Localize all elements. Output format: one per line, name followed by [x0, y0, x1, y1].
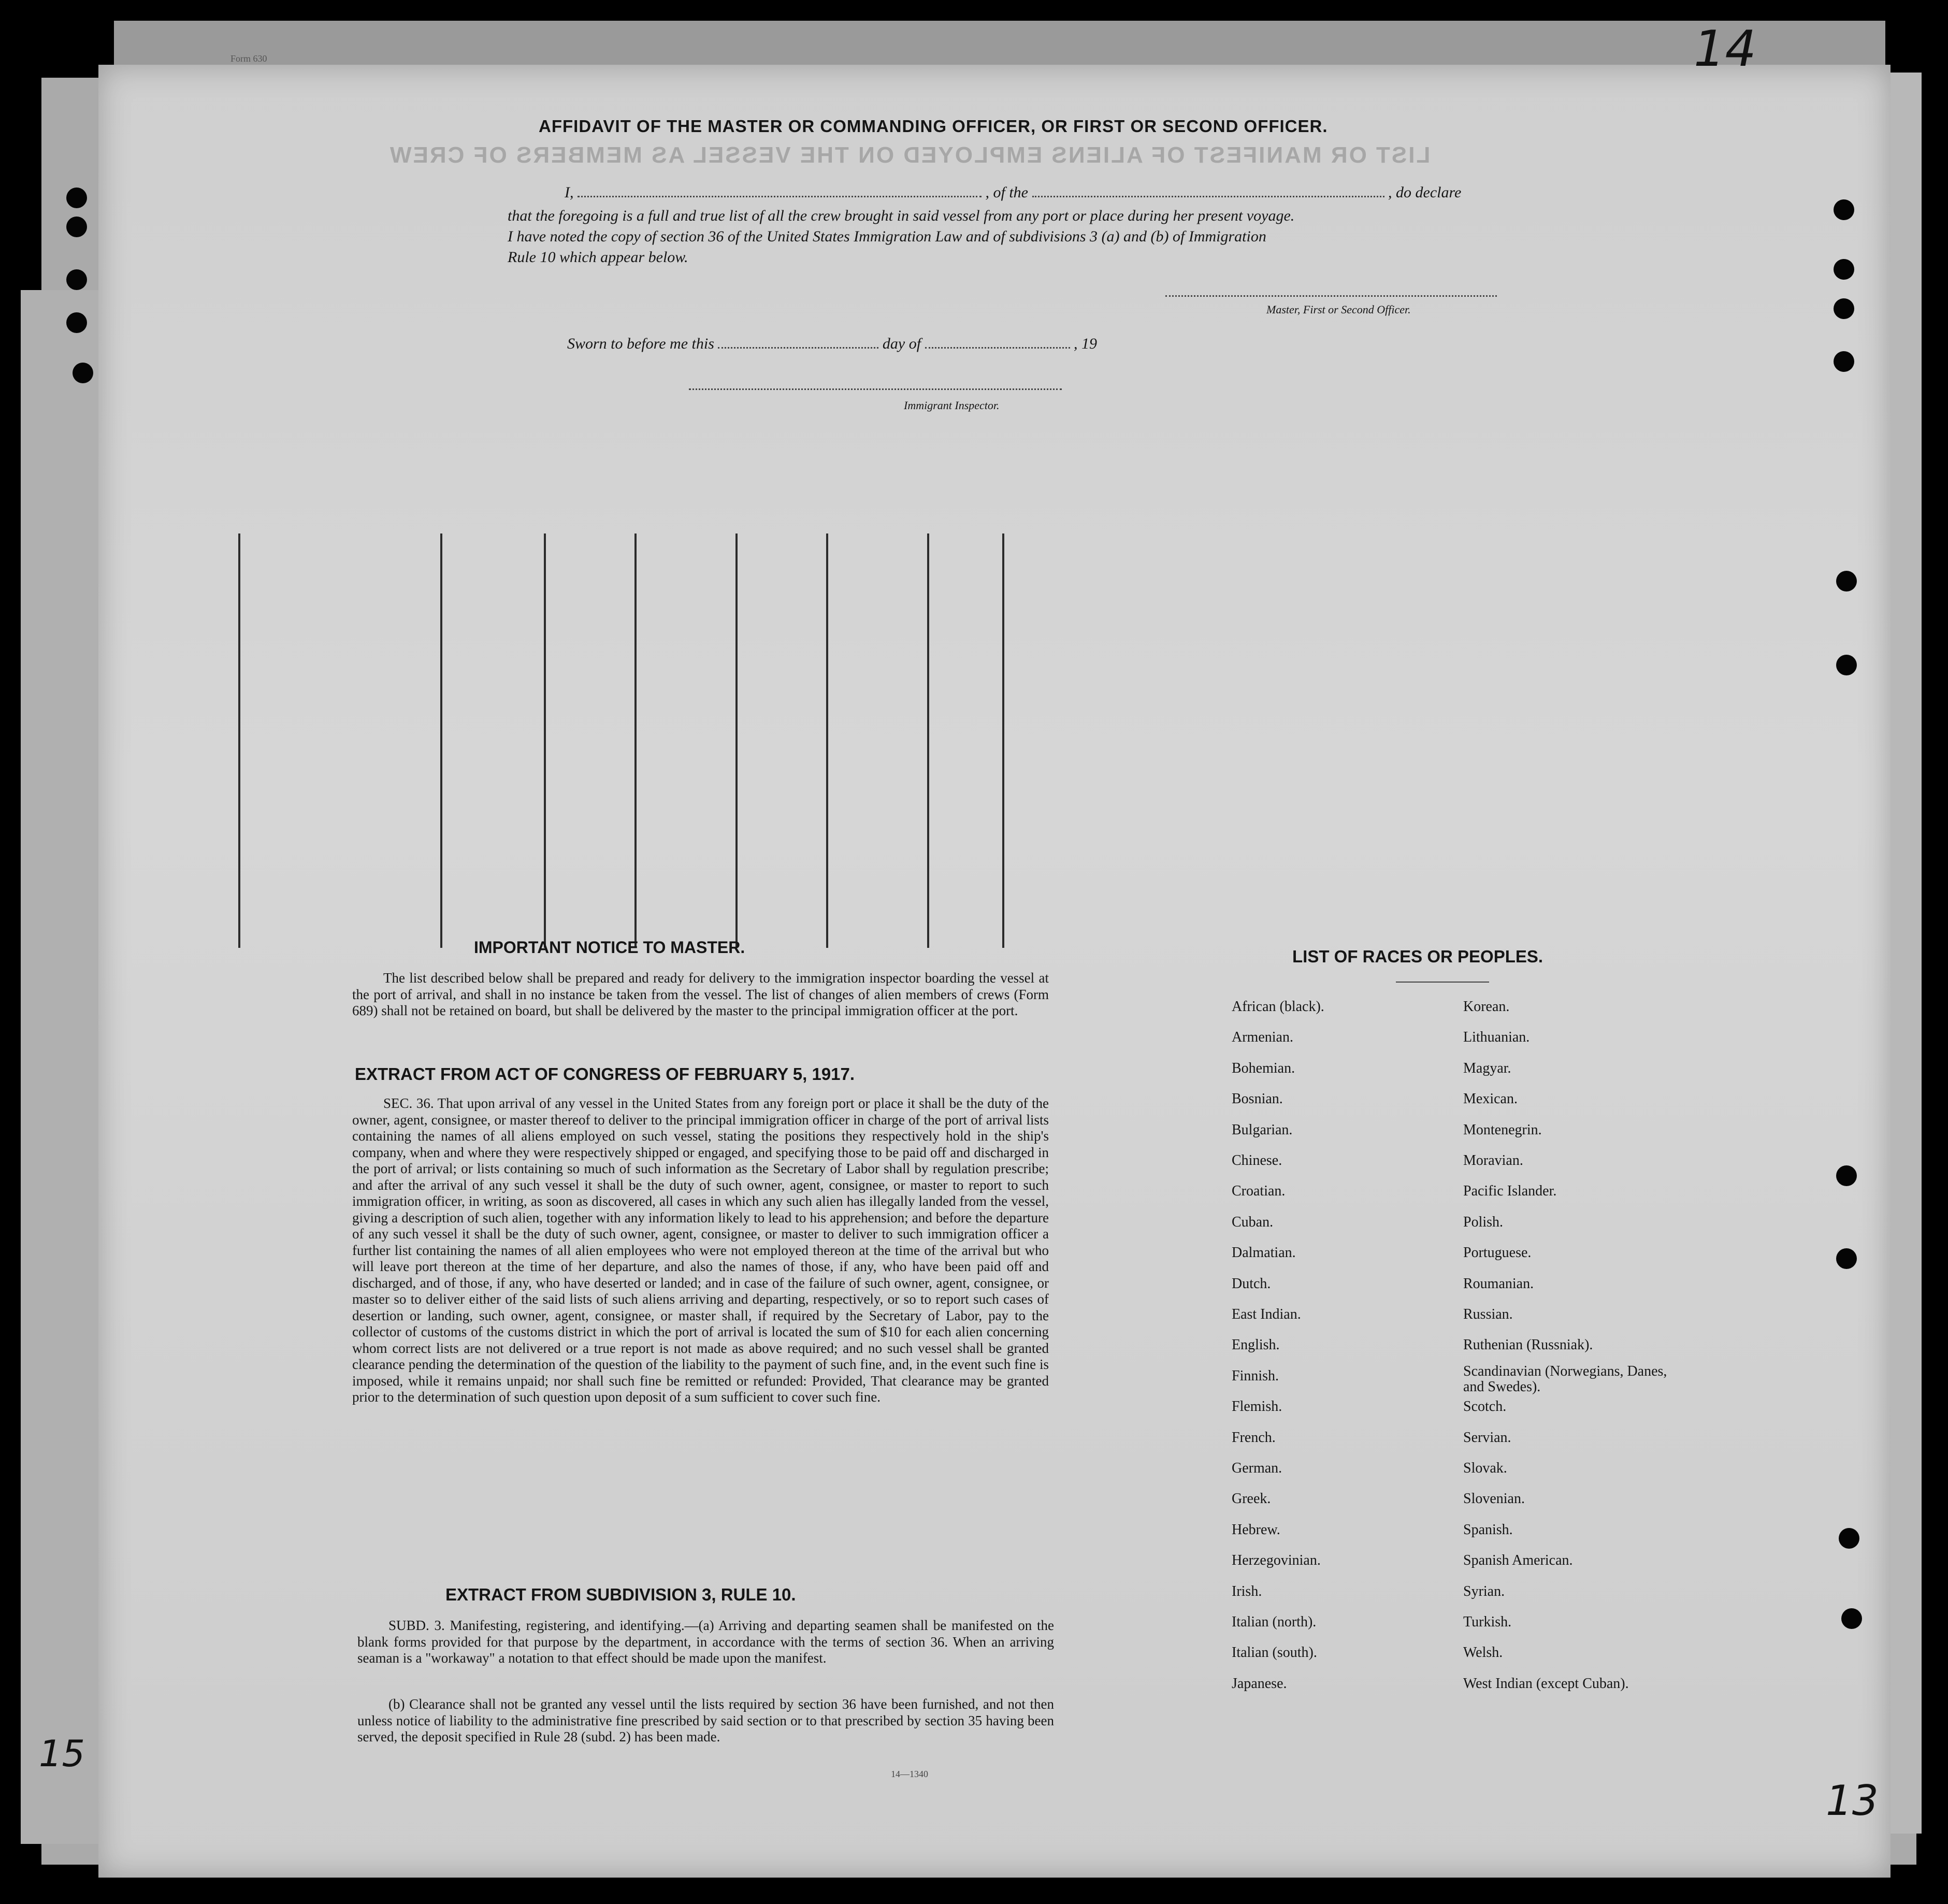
bleed-through-title: LIST OR MANIFEST OF ALIENS EMPLOYED ON THE VESSEL AS MEMBERS OF CREW	[388, 142, 1431, 168]
punch-hole	[1834, 298, 1854, 319]
race-item: Turkish.	[1463, 1614, 1512, 1630]
race-item: Spanish American.	[1463, 1552, 1573, 1569]
affidavit-declare-label: , do declare	[1388, 184, 1462, 201]
document-page	[98, 53, 1891, 1878]
notice-title: IMPORTANT NOTICE TO MASTER.	[474, 938, 745, 957]
race-item: Pacific Islander.	[1463, 1183, 1557, 1200]
race-item: Italian (north).	[1232, 1614, 1317, 1630]
punch-hole	[1834, 259, 1854, 280]
race-item: Croatian.	[1232, 1183, 1286, 1200]
column-rule	[1002, 533, 1004, 948]
punch-hole	[66, 217, 87, 237]
punch-hole	[1836, 1248, 1857, 1269]
race-item: Slovak.	[1463, 1460, 1507, 1476]
punch-hole	[1836, 655, 1857, 675]
column-rule	[826, 533, 828, 948]
race-item: German.	[1232, 1460, 1282, 1476]
race-item: Russian.	[1463, 1306, 1513, 1322]
sworn-day-blank	[718, 347, 878, 349]
print-code: 14—1340	[891, 1769, 928, 1779]
column-rule	[544, 533, 546, 948]
race-item: Japanese.	[1232, 1675, 1287, 1692]
punch-hole	[66, 187, 87, 208]
affidavit-line3: I have noted the copy of section 36 of the United States Immigration Law and of subdivisions 3 (a) and (b) of Immigration	[508, 228, 1266, 245]
name-blank	[578, 196, 982, 197]
punch-hole	[66, 269, 87, 290]
page-number-bottom-left: 15	[39, 1733, 85, 1775]
punch-hole	[73, 363, 93, 383]
extract-act-title: EXTRACT FROM ACT OF CONGRESS OF FEBRUARY 5, 1917.	[355, 1064, 855, 1084]
race-item: Portuguese.	[1463, 1245, 1532, 1261]
signature-label: Master, First or Second Officer.	[1266, 303, 1411, 316]
race-item: Dutch.	[1232, 1275, 1271, 1292]
sworn-line	[567, 335, 1097, 353]
race-item: Slovenian.	[1463, 1491, 1525, 1507]
race-item: Bosnian.	[1232, 1091, 1283, 1107]
race-item: Servian.	[1463, 1429, 1511, 1446]
form-number: Form 630	[230, 53, 267, 64]
extract-rule-title: EXTRACT FROM SUBDIVISION 3, RULE 10.	[445, 1585, 796, 1604]
race-item: Dalmatian.	[1232, 1245, 1296, 1261]
affidavit-i-label: I,	[565, 184, 574, 201]
signature-line	[1165, 295, 1497, 297]
punch-hole	[1834, 351, 1854, 372]
race-item: East Indian.	[1232, 1306, 1301, 1322]
race-item: Armenian.	[1232, 1029, 1293, 1046]
year-prefix: , 19	[1074, 335, 1098, 352]
race-item: Syrian.	[1463, 1583, 1505, 1599]
page-number-top-right: 14	[1694, 21, 1756, 78]
race-item: Bulgarian.	[1232, 1121, 1293, 1138]
extract-rule-body-b: (b) Clearance shall not be granted any vessel until the lists required by section 36 have been furnished, and not then unless notice of liability to the administrative fine prescribed by said section or to that prescribed by section 35 having been served, the deposit specified in Rule 28 (subd. 2) has been made.	[357, 1696, 1054, 1744]
day-of-label: day of	[882, 335, 921, 352]
race-item: Magyar.	[1463, 1060, 1511, 1076]
race-item: Hebrew.	[1232, 1521, 1280, 1538]
notice-body: The list described below shall be prepared and ready for delivery to the immigration inspector boarding the vessel at the port of arrival, and shall in no instance be taken from the vessel. The list of changes of alien members of crews (Form 689) shall not be retained on board, but shall be delivered by the master to the principal immigration officer at the port.	[352, 970, 1049, 1018]
column-rule	[735, 533, 738, 948]
vessel-blank	[1032, 196, 1384, 197]
race-item: Moravian.	[1463, 1152, 1523, 1169]
affidavit-line4: Rule 10 which appear below.	[508, 249, 688, 266]
inspector-signature-line	[689, 388, 1062, 390]
extract-act-body: SEC. 36. That upon arrival of any vessel in the United States from any foreign port or place it shall be the duty of the owner, agent, consignee, or master thereof to deliver to the principal immigration officer in charge of the port of arrival lists containing the names of all aliens employed on such vessel, stating the positions they respectively hold in the ship's company, when and where they were respectively shipped or engaged, and specifying those to be paid off and discharged in the port of arrival; or lists containing so much of such information as the Secretary of Labor shall by regulation prescribe; and after the arrival of any such vessel it shall be the duty of such owner, agent, consignee, or master to report to such immigration officer, in writing, as soon as discovered, all cases in which any such alien has illegally landed from the vessel, giving a description of such alien, together with any information likely to lead to his apprehension; and before the departure of any such vessel it shall be the duty of such owner, agent, consignee, or master to deliver to such immigration officer a further list containing the names of all alien employees who were not employed thereon at the time of the arrival but who will leave port thereon at the time of her departure, and also the names of those, if any, who have been paid off and discharged, and of those, if any, who have deserted or landed; and in case of the failure of such owner, agent, consignee, or master so to deliver either of the said lists of such aliens arriving and departing, respectively, or so to report such cases of desertion or landing, such owner, agent, consignee, or master shall, if required by the Secretary of Labor, pay to the collector of customs of the customs district in which the port of arrival is located the sum of $10 for each alien concerning whom correct lists are not delivered or a true report is not made as above required; and no such vessel shall be granted clearance pending the determination of the question of the liability to the payment of such fine, and, in the event such fine is imposed, while it remains unpaid; nor shall such fine be remitted or refunded: Provided, That clearance may be granted prior to the determination of such question upon deposit of a sum sufficient to cover such fine.	[352, 1095, 1049, 1405]
column-rule	[634, 533, 637, 948]
punch-hole	[66, 312, 87, 333]
race-item: Finnish.	[1232, 1367, 1279, 1384]
race-item: West Indian (except Cuban).	[1463, 1675, 1629, 1692]
affidavit-title: AFFIDAVIT OF THE MASTER OR COMMANDING OFFICER, OR FIRST OR SECOND OFFICER.	[539, 117, 1328, 136]
race-item: Greek.	[1232, 1491, 1271, 1507]
race-item: Roumanian.	[1463, 1275, 1534, 1292]
race-item: Herzegovinian.	[1232, 1552, 1321, 1569]
race-item: Ruthenian (Russniak).	[1463, 1337, 1593, 1353]
race-item: Lithuanian.	[1463, 1029, 1530, 1046]
race-item: French.	[1232, 1429, 1276, 1446]
extract-rule-body-a: SUBD. 3. Manifesting, registering, and identifying.—(a) Arriving and departing seamen shall be manifested on the blank forms provided for that purpose by the department, in accordance with the terms of section 36. When an arriving seaman is a "workaway" a notation to that effect should be made upon the manifest.	[357, 1618, 1054, 1666]
page-number-bottom-right: 13	[1826, 1777, 1879, 1825]
race-item: Bohemian.	[1232, 1060, 1295, 1076]
sworn-month-blank	[925, 347, 1070, 349]
race-item: Polish.	[1463, 1214, 1504, 1230]
race-item: Flemish.	[1232, 1398, 1282, 1415]
punch-hole	[1836, 571, 1857, 592]
race-item: Irish.	[1232, 1583, 1262, 1599]
column-rule	[927, 533, 929, 948]
column-rule	[440, 533, 442, 948]
race-item: Chinese.	[1232, 1152, 1282, 1169]
race-item: African (black).	[1232, 999, 1324, 1015]
affidavit-of-the-label: , of the	[985, 184, 1028, 201]
column-rule	[238, 533, 240, 948]
race-item: Italian (south).	[1232, 1645, 1317, 1661]
affidavit-line2: that the foregoing is a full and true list of all the crew brought in said vessel from any port or place during her present voyage.	[508, 207, 1295, 224]
race-item: Mexican.	[1463, 1091, 1518, 1107]
punch-hole	[1841, 1608, 1862, 1629]
races-title-underline	[1396, 982, 1489, 983]
race-item: Scandinavian (Norwegians, Danes, and Swedes).	[1463, 1363, 1667, 1395]
race-item: Montenegrin.	[1463, 1121, 1542, 1138]
sworn-label: Sworn to before me this	[567, 335, 714, 352]
punch-hole	[1834, 199, 1854, 220]
punch-hole	[1836, 1165, 1857, 1186]
race-item: English.	[1232, 1337, 1280, 1353]
race-item: Scotch.	[1463, 1398, 1507, 1415]
inspector-label: Immigrant Inspector.	[904, 399, 1000, 412]
race-item: Cuban.	[1232, 1214, 1274, 1230]
races-title: LIST OF RACES OR PEOPLES.	[1292, 947, 1543, 966]
punch-hole	[1839, 1528, 1859, 1549]
affidavit-line1	[565, 184, 1461, 201]
race-item: Korean.	[1463, 999, 1510, 1015]
race-item: Welsh.	[1463, 1645, 1503, 1661]
race-item: Spanish.	[1463, 1521, 1513, 1538]
